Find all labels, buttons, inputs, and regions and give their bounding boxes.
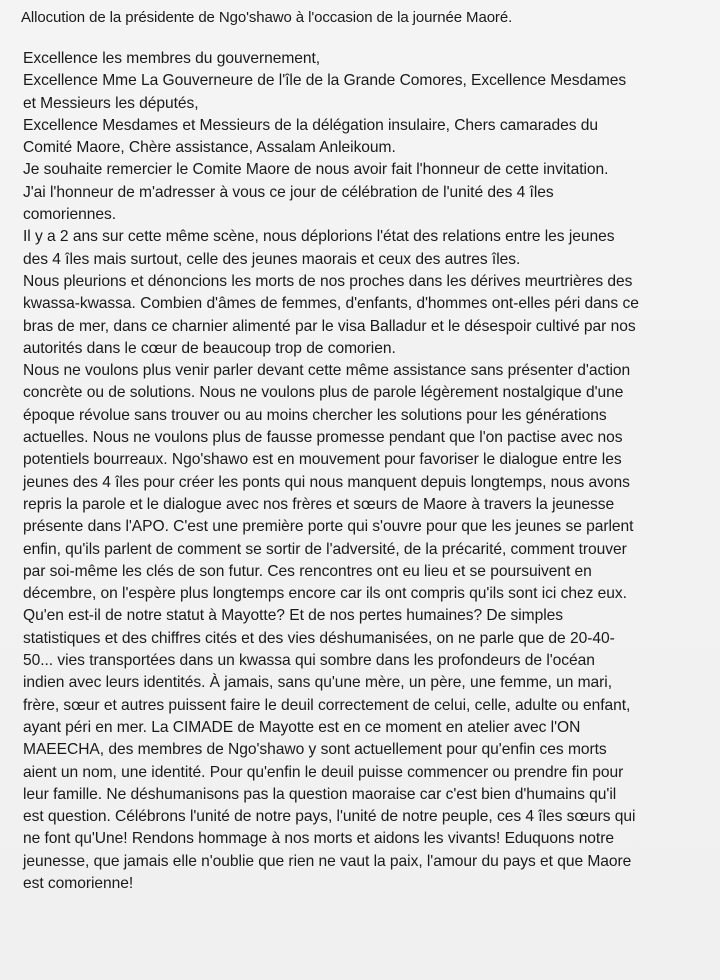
speech-line: leur famille. Ne déshumanisons pas la question maoraise car c'est bien d'humains qu'il [23,785,617,803]
document-title: Allocution de la présidente de Ngo'shawo à l'occasion de la journée Maoré. [21,9,513,26]
speech-line: Qu'en est-il de notre statut à Mayotte? Et de nos pertes humaines? De simples [23,607,563,625]
speech-line: concrète ou de solutions. Nous ne voulons plus de parole légèrement nostalgique d'une [23,384,624,402]
speech-line: ayant péri en mer. La CIMADE de Mayotte est en ce moment en atelier avec l'ON [23,718,581,736]
speech-line: ne font qu'Une! Rendons hommage à nos morts et aidons les vivants! Eduquons notre [23,830,614,848]
speech-line: J'ai l'honneur de m'adresser à vous ce jour de célébration de l'unité des 4 îles [23,183,554,201]
speech-body [23,48,713,895]
speech-line: présente dans l'APO. C'est une première porte qui s'ouvre pour que les jeunes se parlent [23,518,634,536]
speech-line: Je souhaite remercier le Comite Maore de nous avoir fait l'honneur de cette invitation. [23,161,609,179]
speech-line: Nous pleurions et dénoncions les morts de nos proches dans les dérives meurtrières des [23,272,633,290]
speech-line: aient un nom, une identité. Pour qu'enfin le deuil puisse commencer ou prendre fin pour [23,763,624,781]
speech-line: époque révolue sans trouver ou au moins chercher les solutions pour les générations [23,406,607,424]
speech-line: jeunesse, que jamais elle n'oublie que rien ne vaut la paix, l'amour du pays et que Maore [23,852,632,870]
speech-line: et Messieurs les députés, [23,94,199,112]
speech-line: est comorienne! [23,874,134,892]
speech-line: actuelles. Nous ne voulons plus de fausse promesse pendant que l'on pactise avec nos [23,429,623,447]
speech-line: est question. Célébrons l'unité de notre pays, l'unité de notre peuple, ces 4 îles sœurs qui [23,808,636,826]
speech-line: décembre, on l'espère plus longtemps encore car ils ont compris qu'ils sont ici chez eux. [23,585,627,603]
speech-line: Excellence les membres du gouvernement, [23,50,321,67]
speech-line: repris la parole et le dialogue avec nos frères et sœurs de Maore à travers la jeunesse [23,495,615,513]
speech-line: indien avec leurs identités. À jamais, sans qu'une mère, un père, une femme, un mari, [23,674,612,692]
speech-line: kwassa-kwassa. Combien d'âmes de femmes, d'enfants, d'hommes ont-elles péri dans ce [23,295,639,313]
speech-line: potentiels bourreaux. Ngo'shawo est en mouvement pour favoriser le dialogue entre les [23,451,622,469]
speech-line: Excellence Mesdames et Messieurs de la délégation insulaire, Chers camarades du [23,116,599,134]
speech-line: MAEECHA, des membres de Ngo'shawo y sont actuellement pour qu'enfin ces morts [23,741,607,759]
speech-line: statistiques et des chiffres cités et des vies déshumanisées, on ne parle que de 20-40- [23,629,615,647]
speech-line: par soi-même les clés de son futur. Ces rencontres ont eu lieu et se poursuivent en [23,562,592,580]
speech-line: comoriennes. [23,206,117,224]
speech-line: Comité Maore, Chère assistance, Assalam Anleikoum. [23,139,396,157]
speech-line: frère, sœur et autres puissent faire le deuil correctement de celui, celle, adulte ou enfant, [23,696,631,714]
speech-line: Excellence Mme La Gouverneure de l'île de la Grande Comores, Excellence Mesdames [23,72,627,90]
speech-line: Nous ne voulons plus venir parler devant cette même assistance sans présenter d'action [23,362,631,380]
speech-line: 50... vies transportées dans un kwassa qui sombre dans les profondeurs de l'océan [23,652,595,670]
speech-line: bras de mer, dans ce charnier alimenté par le visa Balladur et le désespoir cultivé par nos [23,317,636,335]
speech-line: des 4 îles mais surtout, celle des jeunes maorais et ceux des autres îles. [23,250,521,268]
speech-line: autorités dans le cœur de beaucoup trop de comorien. [23,339,396,357]
speech-line: jeunes des 4 îles pour créer les ponts qui nous manquent depuis longtemps, nous avons [23,473,630,491]
speech-line: Il y a 2 ans sur cette même scène, nous déplorions l'état des relations entre les jeunes [23,228,615,246]
speech-line: enfin, qu'ils parlent de comment se sortir de l'adversité, de la précarité, comment trouver [23,540,627,558]
